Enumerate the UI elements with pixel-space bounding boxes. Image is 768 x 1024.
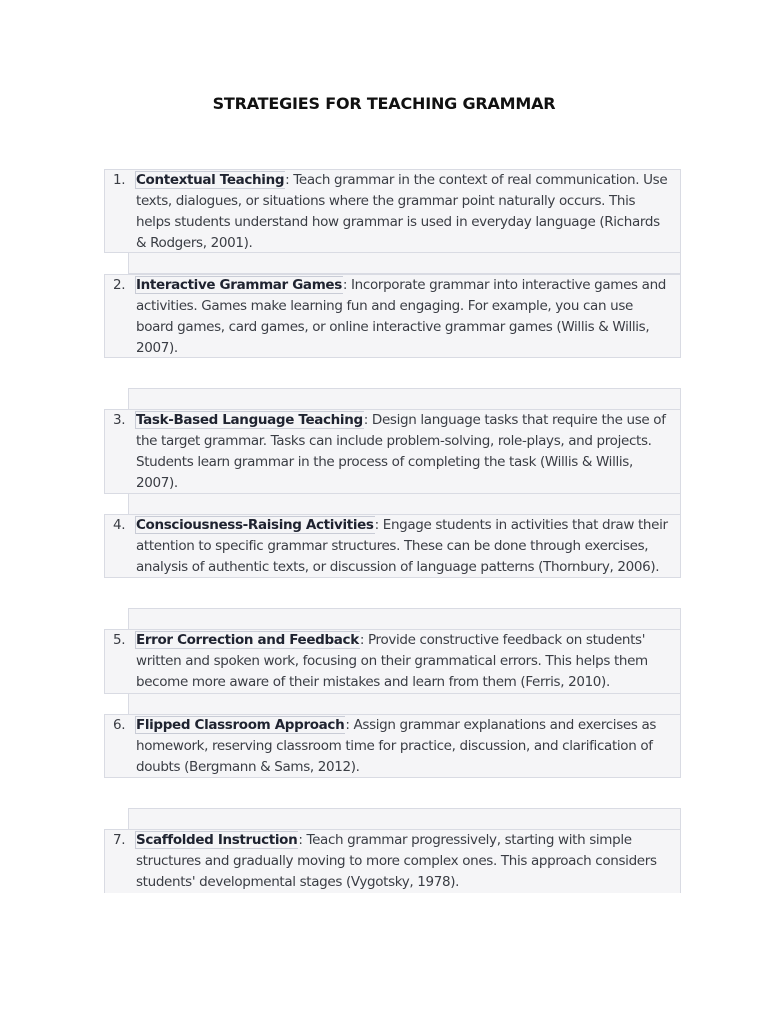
strategy-description: : Teach grammar in the context of real communication. Use texts, dialogues, or situations where the grammar point naturally occurs. This helps students understand how grammar is used in everyday language (Richards & Rodgers, 2001). <box>136 172 668 251</box>
list-item <box>104 629 681 694</box>
strategy-description: : Incorporate grammar into interactive games and activities. Games make learning fun and engaging. For example, you can use board games, card games, or online interactive grammar games (Willis & Willis, 2007). <box>136 277 667 356</box>
list-item-number: 6. <box>113 717 126 733</box>
strategy-description: : Design language tasks that require the use of the target grammar. Tasks can include problem-solving, role-plays, and projects. Students learn grammar in the process of completing the task (Willis & Willis, 2007). <box>136 412 666 491</box>
strategy-term: Task-Based Language Teaching <box>136 412 363 428</box>
strategy-term: Interactive Grammar Games <box>136 277 342 293</box>
block-strip <box>128 252 681 274</box>
strategy-term: Flipped Classroom Approach <box>136 717 345 733</box>
block-strip <box>128 493 681 515</box>
list-item <box>104 514 681 578</box>
list-item-number: 1. <box>113 172 126 188</box>
list-item <box>104 829 681 893</box>
block-strip <box>128 608 681 630</box>
list-item <box>104 714 681 778</box>
list-item-text <box>136 410 674 494</box>
list-item <box>104 274 681 358</box>
strategy-description: : Engage students in activities that draw their attention to specific grammar structures. These can be done through exercises, analysis of authentic texts, or discussion of language patterns (Thornbury, 2006). <box>136 517 668 575</box>
strategy-description: : Teach grammar progressively, starting with simple structures and gradually moving to more complex ones. This approach considers students' developmental stages (Vygotsky, 1978). <box>136 832 657 890</box>
list-item <box>104 409 681 494</box>
list-item-text <box>136 515 674 578</box>
block-strip <box>128 388 681 410</box>
list-item-number: 2. <box>113 277 126 293</box>
list-item-text <box>136 275 674 359</box>
block-strip <box>128 808 681 830</box>
strategy-description: : Assign grammar explanations and exercises as homework, reserving classroom time for practice, discussion, and clarification of doubts (Bergmann & Sams, 2012). <box>136 717 657 775</box>
list-item-number: 4. <box>113 517 126 533</box>
block-strip <box>128 693 681 715</box>
list-item <box>104 169 681 253</box>
list-item-number: 3. <box>113 412 126 428</box>
list-item-text <box>136 715 674 778</box>
list-item-text <box>136 170 674 254</box>
list-item-number: 7. <box>113 832 126 848</box>
strategy-term: Error Correction and Feedback <box>136 632 359 648</box>
strategy-term: Contextual Teaching <box>136 172 285 188</box>
document-title: STRATEGIES FOR TEACHING GRAMMAR <box>212 94 556 113</box>
strategy-term: Scaffolded Instruction <box>136 832 298 848</box>
list-item-text <box>136 630 674 693</box>
strategy-term: Consciousness-Raising Activities <box>136 517 374 533</box>
list-item-text <box>136 830 674 893</box>
list-item-number: 5. <box>113 632 126 648</box>
strategy-description: : Provide constructive feedback on students' written and spoken work, focusing on their grammatical errors. This helps them become more aware of their mistakes and learn from them (Ferris, 2010). <box>136 632 648 690</box>
